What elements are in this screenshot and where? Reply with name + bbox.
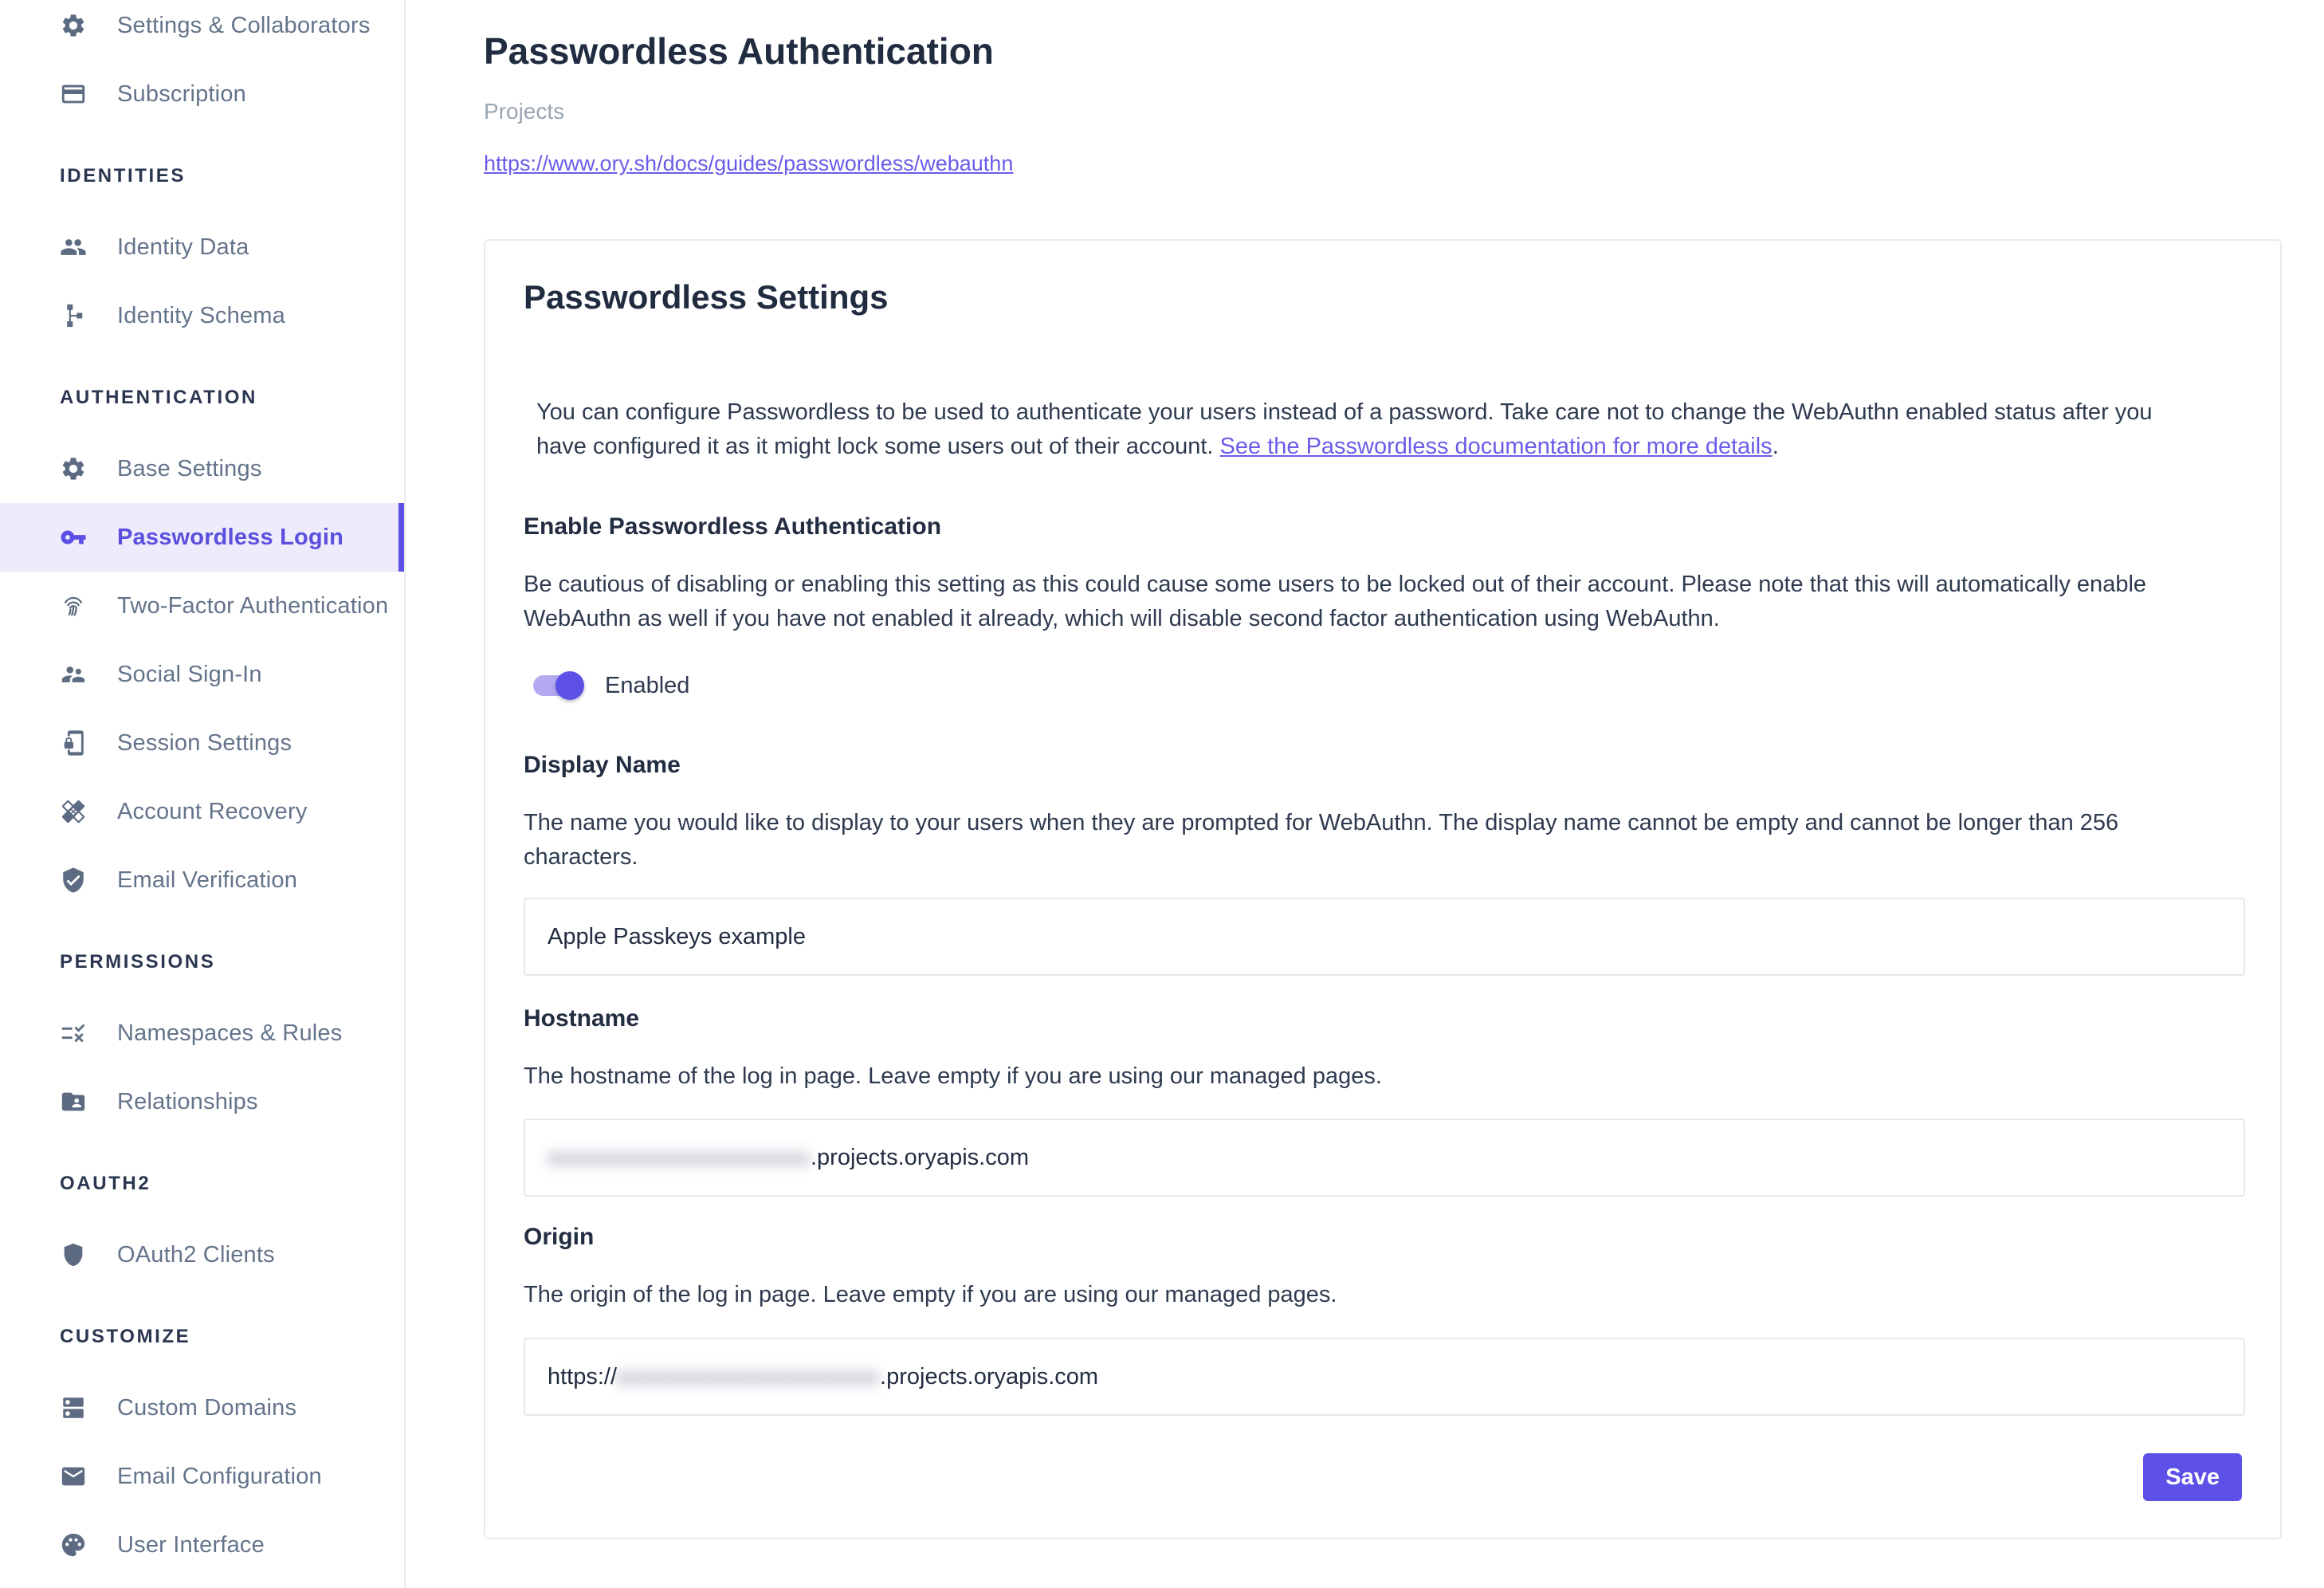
enable-passwordless-description: Be cautious of disabling or enabling this setting as this could cause some users to be locked out of their account. Please note that this will automatically enable WebAuthn as well if you have not enabled it already, which will disable second factor authentication using WebAuthn. — [524, 572, 2147, 631]
sidebar-item-oauth2-clients[interactable] — [0, 1220, 404, 1289]
passwordless-docs-link[interactable]: See the Passwordless documentation for more details — [1219, 434, 1772, 459]
sidebar-item-social-sign-in[interactable] — [0, 640, 404, 709]
sidebar-section-authentication: AUTHENTICATION — [60, 387, 257, 408]
sidebar-item-label: Identity Schema — [117, 302, 285, 328]
sidebar-item-settings-collaborators[interactable] — [0, 0, 404, 60]
sidebar-item-label: Social Sign-In — [117, 661, 262, 687]
hostname-input[interactable] — [524, 1118, 2245, 1197]
sidebar-item-label: Base Settings — [117, 455, 262, 482]
sidebar-item-label: Settings & Collaborators — [117, 12, 371, 38]
sidebar-item-label: Namespaces & Rules — [117, 1020, 343, 1046]
device-lock-icon — [60, 729, 87, 757]
sidebar-section-oauth2: OAUTH2 — [60, 1173, 151, 1194]
healing-icon — [60, 798, 87, 825]
sidebar-item-custom-domains[interactable] — [0, 1374, 404, 1442]
intro-text: You can configure Passwordless to be used to authenticate your users instead of a password. Take care not to change the WebAuthn enabled status after you have configured it as it might lock some users out of their account. — [536, 399, 2153, 459]
hostname-heading: Hostname — [524, 1005, 640, 1032]
origin-redacted-segment: xxxxxxxxxxxxxxxxxxxx — [617, 1363, 881, 1390]
envelope-icon — [60, 1463, 87, 1490]
sidebar-item-email-configuration[interactable] — [0, 1442, 404, 1511]
enable-passwordless-heading: Enable Passwordless Authentication — [524, 513, 942, 540]
sidebar — [0, 0, 406, 1588]
shield-check-icon — [60, 867, 87, 894]
sidebar-section-identities: IDENTITIES — [60, 165, 186, 187]
save-button[interactable]: Save — [2143, 1453, 2242, 1501]
breadcrumb: Projects — [484, 99, 565, 124]
toggle-state-label: Enabled — [605, 672, 690, 698]
social-users-icon — [60, 661, 87, 688]
sidebar-item-identity-schema[interactable] — [0, 281, 404, 350]
sidebar-item-label: Relationships — [117, 1088, 258, 1114]
display-name-description: The name you would like to display to your users when they are prompted for WebAuthn. The display name cannot be empty and cannot be longer than 256 characters. — [524, 810, 2119, 870]
sidebar-item-label: User Interface — [117, 1531, 265, 1558]
toggle-thumb — [555, 671, 584, 700]
hostname-redacted-segment: xxxxxxxxxxxxxxxxxxxx — [548, 1144, 811, 1170]
sidebar-item-passwordless-login[interactable] — [0, 503, 404, 572]
people-icon — [60, 234, 87, 261]
sidebar-item-label: Identity Data — [117, 234, 249, 260]
sidebar-item-two-factor[interactable] — [0, 572, 404, 640]
hostname-suffix: .projects.oryapis.com — [811, 1144, 1029, 1170]
schema-icon — [60, 302, 87, 329]
sidebar-nav-list — [0, 0, 404, 1579]
main-content — [406, 0, 2324, 1588]
sidebar-item-label: Subscription — [117, 81, 246, 107]
fingerprint-icon — [60, 592, 87, 619]
passwordless-settings-card — [484, 239, 2282, 1539]
sidebar-item-label: Two-Factor Authentication — [117, 592, 389, 619]
sidebar-item-session-settings[interactable] — [0, 709, 404, 777]
dns-icon — [60, 1394, 87, 1421]
enable-toggle-row — [524, 666, 2242, 705]
sidebar-section-permissions: PERMISSIONS — [60, 951, 216, 973]
sidebar-item-identity-data[interactable] — [0, 213, 404, 281]
sidebar-item-label: Email Configuration — [117, 1463, 322, 1489]
card-title: Passwordless Settings — [524, 278, 889, 316]
sidebar-item-relationships[interactable] — [0, 1067, 404, 1136]
credit-card-icon — [60, 81, 87, 108]
palette-icon — [60, 1531, 87, 1559]
page-title: Passwordless Authentication — [484, 30, 994, 72]
sidebar-item-label: Account Recovery — [117, 798, 308, 824]
webauthn-docs-link[interactable]: https://www.ory.sh/docs/guides/passwordless/webauthn — [484, 151, 1014, 175]
sidebar-item-label: Passwordless Login — [117, 524, 344, 550]
sidebar-item-account-recovery[interactable] — [0, 777, 404, 846]
folder-person-icon — [60, 1088, 87, 1115]
gear-icon — [60, 12, 87, 39]
gear-icon — [60, 455, 87, 482]
display-name-input[interactable] — [524, 898, 2245, 976]
card-actions — [524, 1453, 2242, 1501]
origin-heading: Origin — [524, 1224, 595, 1250]
hostname-description: The hostname of the log in page. Leave empty if you are using our managed pages. — [524, 1063, 1382, 1089]
origin-description: The origin of the log in page. Leave empty if you are using our managed pages. — [524, 1282, 1337, 1307]
sidebar-item-email-verification[interactable] — [0, 846, 404, 914]
sidebar-item-label: Email Verification — [117, 867, 298, 893]
sidebar-section-customize: CUSTOMIZE — [60, 1326, 191, 1347]
sidebar-item-namespaces-rules[interactable] — [0, 999, 404, 1067]
sidebar-item-label: Session Settings — [117, 729, 292, 756]
rule-icon — [60, 1020, 87, 1047]
sidebar-item-label: Custom Domains — [117, 1394, 297, 1421]
sidebar-item-base-settings[interactable] — [0, 434, 404, 503]
sidebar-item-subscription[interactable] — [0, 60, 404, 128]
settings-intro-text — [524, 395, 2205, 464]
passwordless-toggle[interactable] — [532, 666, 587, 705]
intro-suffix: . — [1772, 434, 1779, 459]
display-name-heading: Display Name — [524, 752, 681, 778]
origin-input[interactable] — [524, 1338, 2245, 1416]
key-icon — [60, 524, 87, 551]
origin-suffix: .projects.oryapis.com — [880, 1363, 1099, 1390]
sidebar-item-label: OAuth2 Clients — [117, 1241, 275, 1268]
shield-icon — [60, 1241, 87, 1268]
origin-prefix: https:// — [548, 1363, 618, 1390]
sidebar-item-user-interface[interactable] — [0, 1511, 404, 1579]
